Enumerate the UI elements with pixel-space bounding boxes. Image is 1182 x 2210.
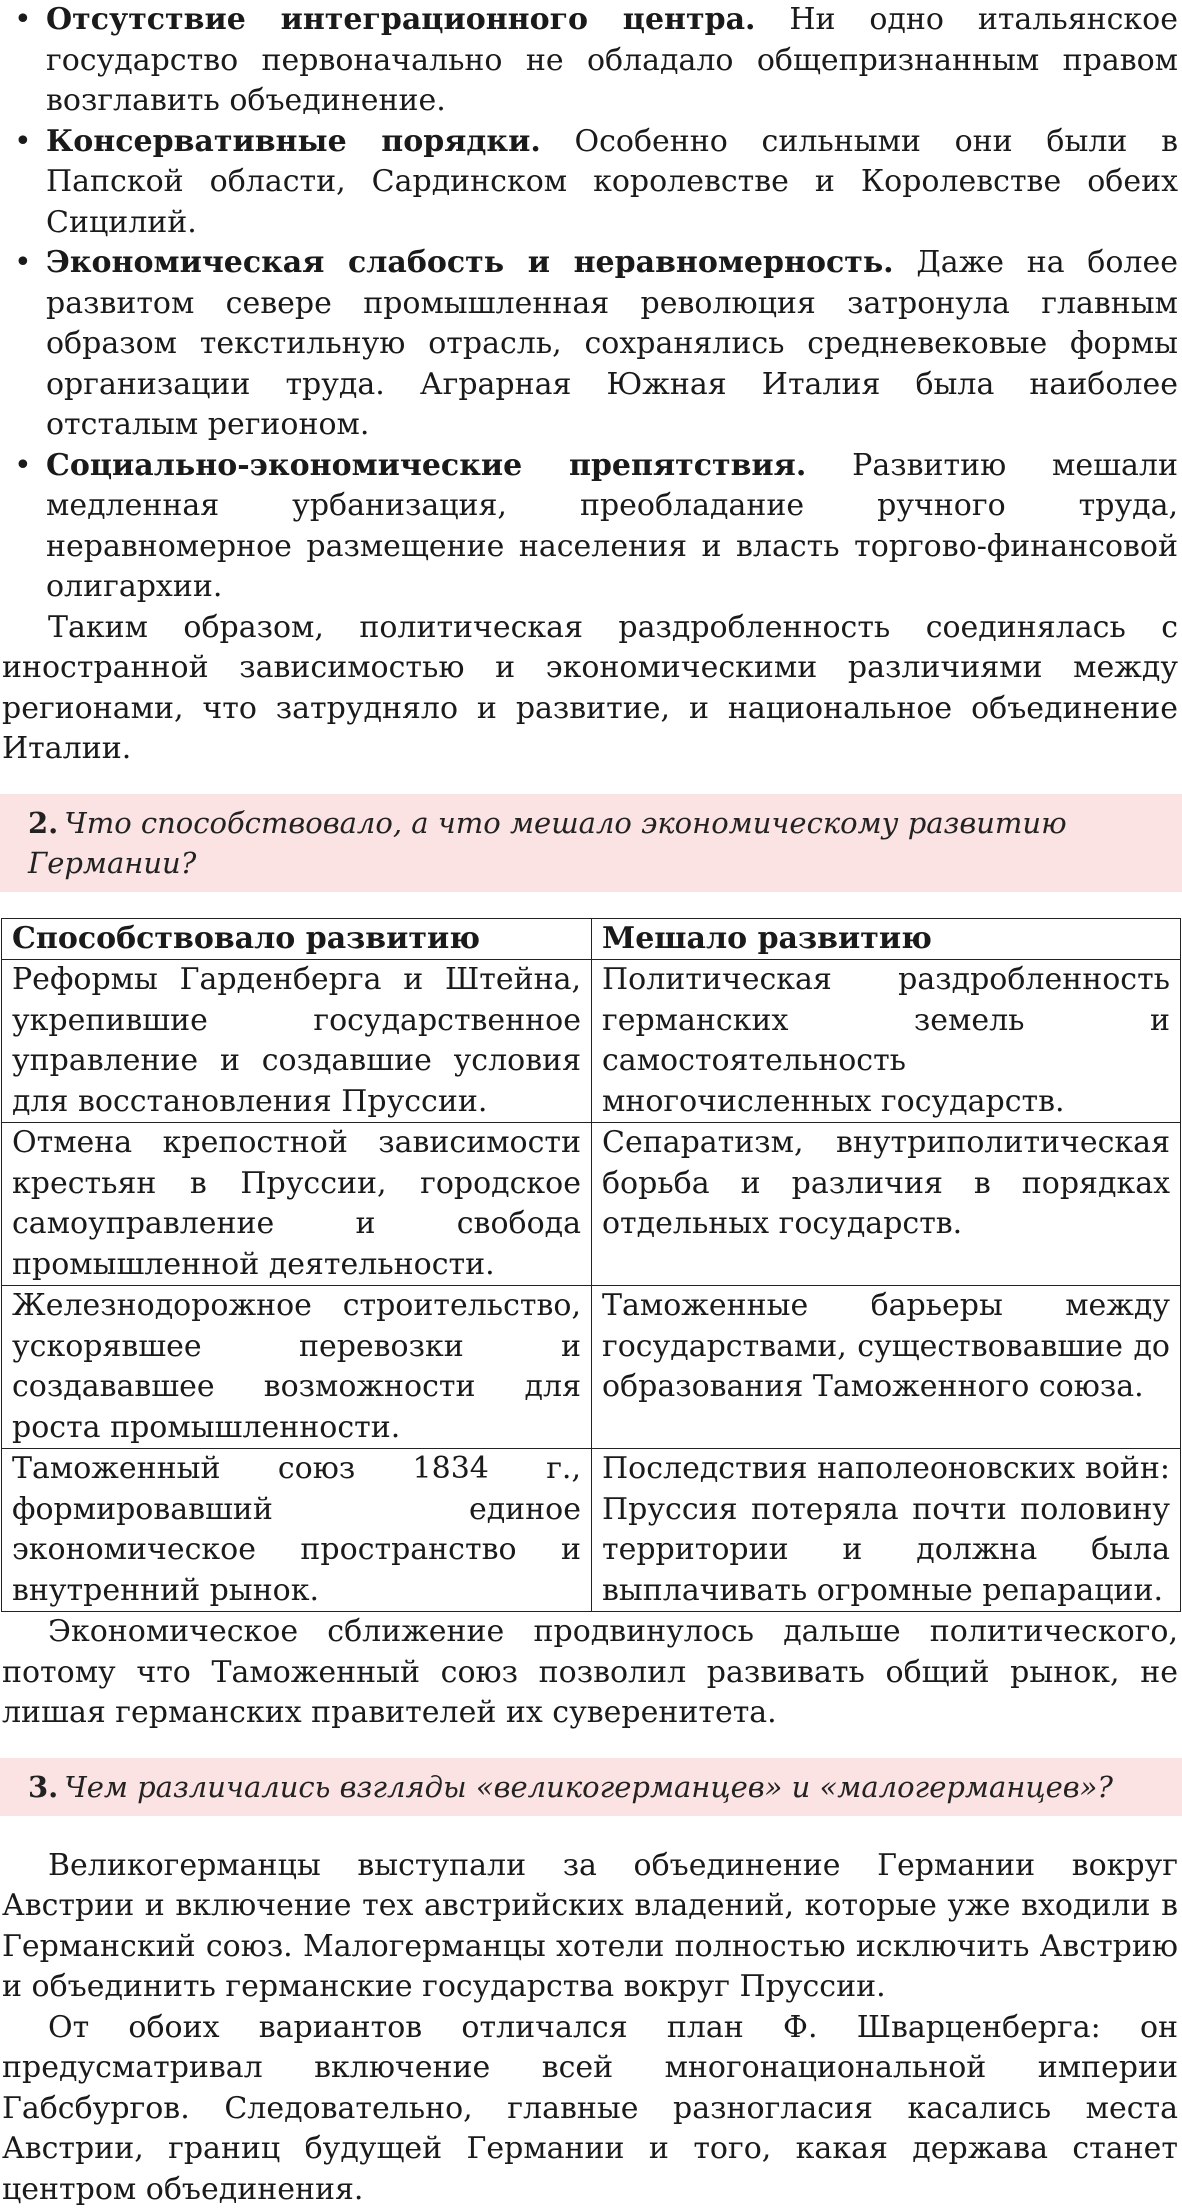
table-row <box>2 1286 1181 1449</box>
conclusion-paragraph: Таким образом, политическая раздробленность соединялась с иностранной зависимостью и экономическими различиями между регионами, что затрудняло и развитие, и национальное объединение Италии. <box>2 608 1178 770</box>
bullet-dot-icon: • <box>14 243 32 284</box>
bullet-section <box>0 0 1182 770</box>
table-row <box>2 1123 1181 1286</box>
question-2-box <box>0 794 1182 892</box>
question-number: 2. <box>28 806 58 840</box>
table-row <box>2 960 1181 1123</box>
table-cell: Таможенные барьеры между государствами, существовавшие до образования Таможенного союза. <box>592 1286 1181 1449</box>
table-header-hindered: Мешало развитию <box>592 918 1181 960</box>
conclusion-paragraph: Экономическое сближение продвинулось дальше политического, потому что Таможенный союз позволил развивать общий рынок, не лишая германских правителей их суверенитета. <box>2 1612 1178 1734</box>
question-text: Чем различались взгляды «великогерманцев» и «малогерманцев»? <box>64 1770 1113 1804</box>
table-conclusion-section <box>0 1612 1182 1734</box>
bullet-item <box>2 446 1178 608</box>
bullet-heading: Отсутствие интеграционного центра. <box>46 2 755 37</box>
table-header-row <box>2 918 1181 960</box>
bullet-dot-icon: • <box>14 122 32 163</box>
table-cell: Политическая раздробленность германских земель и самостоятельность многочисленных государств. <box>592 960 1181 1123</box>
table-cell: Последствия наполеоновских войн: Пруссия потеряла почти половину территории и должна была выплачивать огромные репарации. <box>592 1449 1181 1612</box>
bullet-heading: Экономическая слабость и неравномерность. <box>46 245 894 280</box>
table-cell: Отмена крепостной зависимости крестьян в Пруссии, городское самоуправление и свобода промышленной деятельности. <box>2 1123 592 1286</box>
bullet-text: Развитию мешали медленная урбанизация, преобладание ручного труда, неравномерное размещение населения и власть торгово-финансовой олигархии. <box>46 448 1178 605</box>
table-row <box>2 1449 1181 1612</box>
bullet-text: Ни одно итальянское государство первоначально не обладало общепризнанным правом возглавить объединение. <box>46 2 1178 118</box>
question-number: 3. <box>28 1770 58 1804</box>
table-cell: Железнодорожное строительство, ускорявшее перевозки и создававшее возможности для роста промышленности. <box>2 1286 592 1449</box>
bullet-text: Особенно сильными они были в Папской области, Сардинском королевстве и Королевстве обеих Сицилий. <box>46 124 1178 240</box>
question-text: Что способствовало, а что мешало экономическому развитию Германии? <box>28 806 1067 880</box>
bullet-item <box>2 122 1178 244</box>
bullet-dot-icon: • <box>14 446 32 487</box>
germany-economy-table <box>1 918 1181 1613</box>
table-cell: Сепаратизм, внутриполитическая борьба и различия в порядках отдельных государств. <box>592 1123 1181 1286</box>
answer-paragraph: Великогерманцы выступали за объединение Германии вокруг Австрии и включение тех австрийских владений, которые уже входили в Германский союз. Малогерманцы хотели полностью исключить Австрию и объединить германские государства вокруг Пруссии. <box>2 1846 1178 2008</box>
table-cell: Таможенный союз 1834 г., формировавший единое экономическое пространство и внутренний рынок. <box>2 1449 592 1612</box>
bullet-text: Даже на более развитом севере промышленная революция затронула главным образом текстильную отрасль, сохранялись средневековые формы организации труда. Аграрная Южная Италия была наиболее отсталым регионом. <box>46 245 1178 442</box>
bullet-heading: Консервативные порядки. <box>46 124 541 159</box>
answer-3-section <box>0 1846 1182 2210</box>
bullet-list <box>2 0 1178 608</box>
question-3-box <box>0 1758 1182 1816</box>
table-header-helped: Способствовало развитию <box>2 918 592 960</box>
bullet-dot-icon: • <box>14 0 32 41</box>
table-cell: Реформы Гарденберга и Штейна, укрепившие государственное управление и создавшие условия для восстановления Пруссии. <box>2 960 592 1123</box>
bullet-item <box>2 0 1178 122</box>
answer-paragraph: От обоих вариантов отличался план Ф. Шварценберга: он предусматривал включение всей многонациональной империи Габсбургов. Следовательно, главные разногласия касались места Австрии, границ будущей Германии и того, какая держава станет центром объединения. <box>2 2008 1178 2210</box>
bullet-heading: Социально-экономические препятствия. <box>46 448 806 483</box>
bullet-item <box>2 243 1178 446</box>
